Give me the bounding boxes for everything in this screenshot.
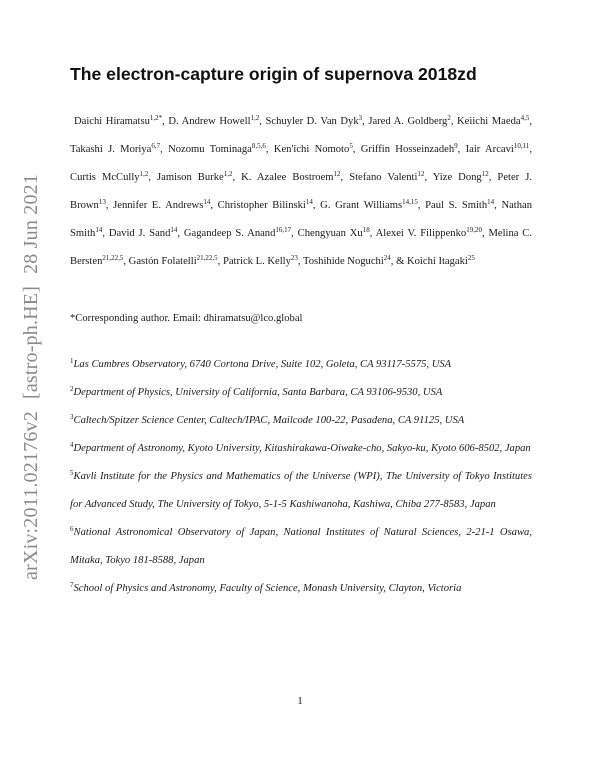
author bbox=[265, 116, 362, 127]
author-name: Nathan Smith bbox=[70, 200, 533, 239]
author-name: Iair Arcavi bbox=[465, 144, 514, 155]
author bbox=[129, 256, 218, 267]
author-affiliation-marker: 12 bbox=[333, 170, 341, 178]
author-name: Alexei V. Filippenko bbox=[375, 228, 467, 239]
affiliation bbox=[70, 379, 532, 407]
author-affiliation-marker: 13 bbox=[98, 198, 106, 206]
author-name: K. Azalee Bostroem bbox=[241, 172, 334, 183]
author-name: Takashi J. Moriya bbox=[70, 144, 152, 155]
author-name: Paul S. Smith bbox=[425, 200, 488, 211]
author-name: Nozomu Tominaga bbox=[168, 144, 252, 155]
author-affiliation-marker: 14 bbox=[203, 198, 211, 206]
affiliation-text: Caltech/Spitzer Science Center, Caltech/IPAC, Mailcode 100-22, Pasadena, CA 91125, USA bbox=[73, 415, 465, 426]
author-name: Chengyuan Xu bbox=[297, 228, 363, 239]
author-name: Melina C. Bersten bbox=[70, 228, 533, 267]
author-name: Daichi Hiramatsu bbox=[74, 116, 150, 127]
author-affiliation-marker: 24 bbox=[383, 254, 391, 262]
affiliation-text: Kavli Institute for the Physics and Mathematics of the Universe (WPI), The University of Tokyo Institutes for Advanced Study, The University of Tokyo, 5-1-5 Kashiwanoha, Kashiwa, Chiba 277-8583, Japan bbox=[70, 471, 532, 510]
arxiv-category: [astro-ph.HE] bbox=[20, 285, 42, 400]
author-affiliation-marker: 10,11 bbox=[513, 142, 530, 150]
author-affiliation-marker: 8,5,6 bbox=[251, 142, 266, 150]
affiliation-text: Department of Physics, University of California, Santa Barbara, CA 93106-9530, USA bbox=[73, 387, 443, 398]
affiliation bbox=[70, 351, 532, 379]
author-affiliation-marker: 25 bbox=[467, 254, 475, 262]
author bbox=[361, 144, 458, 155]
author-affiliation-marker: 14 bbox=[487, 198, 495, 206]
author-name: Christopher Bilinski bbox=[217, 200, 306, 211]
arxiv-date: 28 Jun 2021 bbox=[20, 173, 42, 274]
author bbox=[223, 256, 298, 267]
author-name: Jamison Burke bbox=[157, 172, 224, 183]
author bbox=[168, 144, 266, 155]
affiliation-number: 2 bbox=[70, 385, 74, 393]
author bbox=[349, 172, 424, 183]
author-affiliation-marker: 2 bbox=[447, 114, 451, 122]
author-name: Jennifer E. Andrews bbox=[113, 200, 204, 211]
author-affiliation-marker: 9 bbox=[454, 142, 458, 150]
affiliation bbox=[70, 575, 532, 603]
author bbox=[113, 200, 210, 211]
author-affiliation-marker: 1,2 bbox=[223, 170, 233, 178]
author-name: Yize Dong bbox=[432, 172, 482, 183]
author-name: Curtis McCully bbox=[70, 172, 140, 183]
page-number: 1 bbox=[297, 695, 303, 707]
author-name: Jared A. Goldberg bbox=[368, 116, 448, 127]
author: & Koichi Itagaki$^{25}$ bbox=[396, 254, 475, 267]
affiliation-text: School of Physics and Astronomy, Faculty of Science, Monash University, Clayton, Victoria bbox=[73, 583, 462, 594]
author-affiliation-marker: 1,2 bbox=[139, 170, 149, 178]
author-name: Griffin Hosseinzadeh bbox=[360, 144, 455, 155]
author bbox=[74, 116, 162, 127]
author-name: Patrick L. Kelly bbox=[222, 256, 291, 267]
author-affiliation-marker: 14 bbox=[305, 198, 313, 206]
affiliation-number: 4 bbox=[70, 441, 74, 449]
affiliation-number: 6 bbox=[70, 525, 74, 533]
author bbox=[298, 228, 370, 239]
author-affiliation-marker: 19,20 bbox=[466, 226, 482, 234]
author-affiliation-marker: 14 bbox=[170, 226, 178, 234]
author bbox=[457, 116, 529, 127]
author bbox=[320, 200, 418, 211]
arxiv-id: arXiv:2011.02176v2 bbox=[20, 411, 42, 580]
author-name: G. Grant Williams bbox=[320, 200, 403, 211]
author bbox=[274, 144, 353, 155]
affiliation bbox=[70, 435, 532, 463]
affiliation-list bbox=[70, 351, 532, 603]
affiliation bbox=[70, 407, 532, 435]
author-affiliation-marker: 14 bbox=[95, 226, 103, 234]
author-name: Gagandeep S. Anand bbox=[183, 228, 276, 239]
affiliation-text: Department of Astronomy, Kyoto University, Kitashirakawa-Oiwake-cho, Sakyo-ku, Kyoto 606-8502, Japan bbox=[73, 443, 531, 454]
author-affiliation-marker: 21,22,5 bbox=[196, 254, 218, 262]
author bbox=[168, 116, 259, 127]
author-name: Keiichi Maeda bbox=[457, 116, 521, 127]
author bbox=[218, 200, 313, 211]
author-name: Stefano Valenti bbox=[349, 172, 418, 183]
author-affiliation-marker: 12 bbox=[417, 170, 425, 178]
affiliation-text: National Astronomical Observatory of Japan, National Institutes of Natural Sciences, 2-21-1 Osawa, Mitaka, Tokyo 181-8588, Japan bbox=[70, 527, 532, 566]
affiliation bbox=[70, 463, 532, 519]
author-affiliation-marker: 1,2 bbox=[250, 114, 260, 122]
author bbox=[109, 228, 178, 239]
author-name: Gastón Folatelli bbox=[128, 256, 197, 267]
author bbox=[425, 200, 494, 211]
author-name: Toshihide Noguchi bbox=[303, 256, 384, 267]
author-affiliation-marker: 14,15 bbox=[402, 198, 418, 206]
author-affiliation-marker: 1,2* bbox=[149, 114, 163, 122]
affiliation bbox=[70, 519, 532, 575]
author bbox=[303, 256, 391, 267]
affiliation-number: 1 bbox=[70, 357, 74, 365]
author-affiliation-marker: 5 bbox=[349, 142, 353, 150]
affiliation-number: 3 bbox=[70, 413, 74, 421]
arxiv-stamp bbox=[20, 174, 43, 580]
author bbox=[466, 144, 530, 155]
author-list: Daichi Hiramatsu$^{1,2*}$, D. Andrew Howell$^{1,2}$, Schuyler D. Van Dyk$^3$, Jared A. Goldberg$^2$, Keiichi Maeda$^{4,5}$, Takashi J. Moriya$^{6,7}$, Nozomu Tominaga$^{8,5,6}$, Ken'ichi Nomoto$^5$, Griffin Hosseinzadeh$^9$, Iair Arcavi$^{10,11}$, Curtis McCully$^{1,2}$, Jamison Burke$^{1,2}$, K. Azalee Bostroem$^{12}$, Stefano Valenti$^{12}$, Yize Dong$^{12}$, Peter J. Brown$^{13}$, Jennifer E. Andrews$^{14}$, Christopher Bilinski$^{14}$, G. Grant Williams$^{14,15}$, Paul S. Smith$^{14}$, Nathan Smith$^{14}$, David J. Sand$^{14}$, Gagandeep S. Anand$^{16,17}$, Chengyuan Xu$^{18}$, Alexei V. Filippenko$^{19,20}$, Melina C. Bersten$^{21,22,5}$, Gastón Folatelli$^{21,22,5}$, Patrick L. Kelly$^{23}$, Toshihide Noguchi$^{24}$, & Koichi Itagaki$^{25}$ bbox=[70, 114, 533, 267]
author-affiliation-marker: 16,17 bbox=[275, 226, 292, 234]
author-name: Schuyler D. Van Dyk bbox=[265, 116, 359, 127]
affiliation-number: 5 bbox=[70, 469, 74, 477]
author-affiliation-marker: 21,22,5 bbox=[102, 254, 124, 262]
author bbox=[70, 172, 148, 183]
author bbox=[157, 172, 232, 183]
author-name: Peter J. Brown bbox=[70, 172, 532, 211]
affiliation-text: Las Cumbres Observatory, 6740 Cortona Drive, Suite 102, Goleta, CA 93117-5575, USA bbox=[73, 359, 452, 370]
author bbox=[376, 228, 482, 239]
author-affiliation-marker: 12 bbox=[481, 170, 489, 178]
author-name: D. Andrew Howell bbox=[168, 116, 251, 127]
author bbox=[184, 228, 291, 239]
author-affiliation-marker: 6,7 bbox=[151, 142, 161, 150]
author-name: David J. Sand bbox=[108, 228, 171, 239]
author-name: Koichi Itagaki bbox=[406, 256, 468, 267]
author bbox=[433, 172, 489, 183]
author-name: Ken'ichi Nomoto bbox=[273, 144, 350, 155]
author-affiliation-marker: 23 bbox=[290, 254, 298, 262]
author bbox=[368, 116, 451, 127]
author-affiliation-marker: 4,5 bbox=[520, 114, 530, 122]
author bbox=[70, 144, 160, 155]
affiliation-number: 7 bbox=[70, 581, 74, 589]
paper-title: The electron-capture origin of supernova 2018zd bbox=[70, 64, 477, 84]
author-affiliation-marker: 3 bbox=[358, 114, 363, 122]
author bbox=[241, 172, 340, 183]
corresponding-author: *Corresponding author. Email: dhiramatsu@lco.global bbox=[70, 313, 303, 324]
author-affiliation-marker: 18 bbox=[362, 226, 370, 234]
